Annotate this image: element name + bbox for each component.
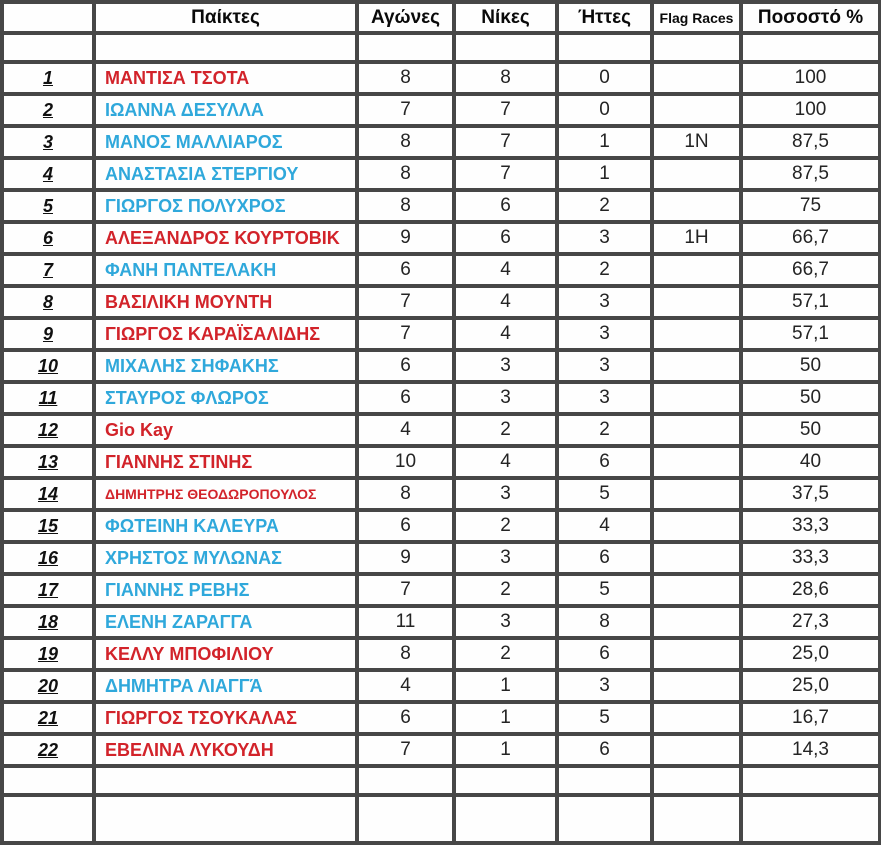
losses-cell: 2 [557,414,652,446]
header-games: Αγώνες [357,2,454,33]
games-cell: 4 [357,670,454,702]
flag-races-cell [652,190,741,222]
games-cell: 6 [357,350,454,382]
table-row [2,574,880,606]
losses-cell: 3 [557,670,652,702]
wins-cell: 2 [454,638,557,670]
games-cell: 9 [357,542,454,574]
flag-races-cell [652,574,741,606]
flag-races-cell [652,286,741,318]
rank-cell: 2 [2,94,94,126]
losses-cell: 8 [557,606,652,638]
games-cell: 7 [357,734,454,766]
table-row [2,190,880,222]
rank-cell: 7 [2,254,94,286]
losses-cell: 0 [557,94,652,126]
games-cell: 8 [357,158,454,190]
player-name: ΓΙΩΡΓΟΣ ΚΑΡΑΪΣΑΛΙΔΗΣ [94,318,357,350]
empty-cell [652,33,741,62]
percent-cell: 33,3 [741,542,880,574]
table-row [2,94,880,126]
table-row [2,62,880,94]
table-row [2,318,880,350]
empty-cell [357,795,454,843]
games-cell: 6 [357,702,454,734]
header-losses: Ήττες [557,2,652,33]
rank-cell: 9 [2,318,94,350]
percent-cell: 57,1 [741,286,880,318]
table-row [2,222,880,254]
games-cell: 7 [357,574,454,606]
table-row [2,158,880,190]
empty-cell [557,795,652,843]
games-cell: 8 [357,126,454,158]
table-row [2,126,880,158]
player-name: ΣΤΑΥΡΟΣ ΦΛΩΡΟΣ [94,382,357,414]
percent-cell: 33,3 [741,510,880,542]
empty-cell [741,33,880,62]
losses-cell: 1 [557,158,652,190]
losses-cell: 3 [557,222,652,254]
wins-cell: 1 [454,702,557,734]
empty-cell [557,766,652,795]
flag-races-cell [652,62,741,94]
losses-cell: 5 [557,702,652,734]
games-cell: 4 [357,414,454,446]
rank-cell: 21 [2,702,94,734]
percent-cell: 40 [741,446,880,478]
rank-cell: 1 [2,62,94,94]
flag-races-cell [652,542,741,574]
wins-cell: 3 [454,478,557,510]
percent-cell: 66,7 [741,222,880,254]
wins-cell: 7 [454,158,557,190]
flag-races-cell [652,734,741,766]
player-name: ΜΙΧΑΛΗΣ ΣΗΦΑΚΗΣ [94,350,357,382]
player-name: ΓΙΩΡΓΟΣ ΠΟΛΥΧΡΟΣ [94,190,357,222]
empty-cell [652,766,741,795]
table-row [2,414,880,446]
games-cell: 9 [357,222,454,254]
header-percent: Ποσοστό % [741,2,880,33]
empty-cell [454,766,557,795]
rank-cell: 5 [2,190,94,222]
player-name: ΓΙΑΝΝΗΣ ΣΤΙΝΗΣ [94,446,357,478]
flag-races-cell [652,702,741,734]
games-cell: 8 [357,638,454,670]
empty-cell [94,33,357,62]
table-row [2,446,880,478]
losses-cell: 2 [557,190,652,222]
games-cell: 6 [357,382,454,414]
losses-cell: 3 [557,318,652,350]
percent-cell: 50 [741,350,880,382]
wins-cell: 3 [454,382,557,414]
player-name: ΔΗΜΗΤΡΗΣ ΘΕΟΔΩΡΟΠΟΥΛΟΣ [94,478,357,510]
rank-cell: 22 [2,734,94,766]
wins-cell: 4 [454,446,557,478]
rank-cell: 8 [2,286,94,318]
header-wins: Νίκες [454,2,557,33]
wins-cell: 8 [454,62,557,94]
rank-cell: 12 [2,414,94,446]
flag-races-cell [652,478,741,510]
empty-cell [2,33,94,62]
player-name: ΔΗΜΗΤΡΑ ΛΙΑΓΓΆ [94,670,357,702]
empty-cell [454,795,557,843]
games-cell: 10 [357,446,454,478]
percent-cell: 57,1 [741,318,880,350]
table-row [2,382,880,414]
percent-cell: 87,5 [741,158,880,190]
games-cell: 8 [357,478,454,510]
wins-cell: 1 [454,670,557,702]
player-name: ΕΛΕΝΗ ΖΑΡΑΓΓΑ [94,606,357,638]
rank-cell: 6 [2,222,94,254]
games-cell: 7 [357,94,454,126]
player-name: ΜΑΝΤΙΣΑ ΤΣΟΤΑ [94,62,357,94]
percent-cell: 100 [741,62,880,94]
rank-cell: 18 [2,606,94,638]
losses-cell: 2 [557,254,652,286]
header-players: Παίκτες [94,2,357,33]
wins-cell: 3 [454,350,557,382]
wins-cell: 1 [454,734,557,766]
games-cell: 7 [357,318,454,350]
wins-cell: 4 [454,286,557,318]
empty-cell [652,795,741,843]
rank-cell: 19 [2,638,94,670]
empty-cell [2,795,94,843]
percent-cell: 66,7 [741,254,880,286]
wins-cell: 2 [454,574,557,606]
player-name: ΑΛΕΞΑΝΔΡΟΣ ΚΟΥΡΤΟΒΙΚ [94,222,357,254]
rank-cell: 15 [2,510,94,542]
table-row [2,478,880,510]
flag-races-cell [652,318,741,350]
table-row [2,350,880,382]
losses-cell: 6 [557,734,652,766]
table-row [2,638,880,670]
losses-cell: 4 [557,510,652,542]
wins-cell: 3 [454,606,557,638]
losses-cell: 6 [557,638,652,670]
losses-cell: 5 [557,574,652,606]
percent-cell: 50 [741,382,880,414]
losses-cell: 5 [557,478,652,510]
wins-cell: 2 [454,414,557,446]
wins-cell: 7 [454,126,557,158]
player-name: ΙΩΑΝΝΑ ΔΕΣΥΛΛΑ [94,94,357,126]
flag-races-cell [652,94,741,126]
table-row [2,702,880,734]
wins-cell: 4 [454,254,557,286]
flag-races-cell [652,414,741,446]
empty-cell [454,33,557,62]
flag-races-cell [652,350,741,382]
losses-cell: 0 [557,62,652,94]
empty-cell [2,766,94,795]
spacer-row-top [2,33,880,62]
player-name: ΦΩΤΕΙΝΗ ΚΑΛΕΥΡΑ [94,510,357,542]
rank-cell: 20 [2,670,94,702]
games-cell: 6 [357,254,454,286]
table-row [2,606,880,638]
flag-races-cell [652,382,741,414]
percent-cell: 25,0 [741,670,880,702]
wins-cell: 3 [454,542,557,574]
wins-cell: 4 [454,318,557,350]
empty-cell [557,33,652,62]
losses-cell: 3 [557,382,652,414]
rank-cell: 10 [2,350,94,382]
percent-cell: 14,3 [741,734,880,766]
empty-cell [94,795,357,843]
games-cell: 8 [357,62,454,94]
table-row [2,286,880,318]
header-rank [2,2,94,33]
player-name: ΦΑΝΗ ΠΑΝΤΕΛΑΚΗ [94,254,357,286]
empty-cell [94,766,357,795]
losses-cell: 3 [557,286,652,318]
games-cell: 6 [357,510,454,542]
player-name: ΑΝΑΣΤΑΣΙΑ ΣΤΕΡΓΙΟΥ [94,158,357,190]
games-cell: 8 [357,190,454,222]
wins-cell: 6 [454,190,557,222]
partial-row-clipped [2,795,880,843]
percent-cell: 27,3 [741,606,880,638]
percent-cell: 16,7 [741,702,880,734]
table-row [2,254,880,286]
header-row [2,2,880,33]
table-row [2,734,880,766]
percent-cell: 100 [741,94,880,126]
player-name: ΚΕΛΛΥ ΜΠΟΦΙΛΙΟΥ [94,638,357,670]
player-name: ΕΒΕΛΙΝΑ ΛΥΚΟΥΔΗ [94,734,357,766]
games-cell: 7 [357,286,454,318]
flag-races-cell [652,158,741,190]
percent-cell: 87,5 [741,126,880,158]
percent-cell: 75 [741,190,880,222]
rank-cell: 11 [2,382,94,414]
player-name: ΓΙΑΝΝΗΣ ΡΕΒΗΣ [94,574,357,606]
rank-cell: 3 [2,126,94,158]
flag-races-cell: 1N [652,126,741,158]
player-name: ΓΙΩΡΓΟΣ ΤΣΟΥΚΑΛΑΣ [94,702,357,734]
empty-cell [357,33,454,62]
player-name: Gio Kay [94,414,357,446]
percent-cell: 37,5 [741,478,880,510]
table-row [2,542,880,574]
header-flag-races: Flag Races [652,2,741,33]
player-name: ΜΑΝΟΣ ΜΑΛΛΙΑΡΟΣ [94,126,357,158]
spacer-row-bottom [2,766,880,795]
player-name: ΧΡΗΣΤΟΣ ΜΥΛΩΝΑΣ [94,542,357,574]
empty-cell [357,766,454,795]
rank-cell: 4 [2,158,94,190]
losses-cell: 3 [557,350,652,382]
rank-cell: 17 [2,574,94,606]
standings-body [2,2,880,843]
losses-cell: 1 [557,126,652,158]
wins-cell: 2 [454,510,557,542]
wins-cell: 7 [454,94,557,126]
flag-races-cell [652,254,741,286]
wins-cell: 6 [454,222,557,254]
percent-cell: 25,0 [741,638,880,670]
flag-races-cell [652,670,741,702]
table-row [2,510,880,542]
losses-cell: 6 [557,542,652,574]
player-name: ΒΑΣΙΛΙΚΗ ΜΟΥΝΤΗ [94,286,357,318]
empty-cell [741,766,880,795]
games-cell: 11 [357,606,454,638]
rank-cell: 16 [2,542,94,574]
flag-races-cell [652,510,741,542]
losses-cell: 6 [557,446,652,478]
flag-races-cell: 1H [652,222,741,254]
percent-cell: 28,6 [741,574,880,606]
rank-cell: 14 [2,478,94,510]
flag-races-cell [652,606,741,638]
empty-cell [741,795,880,843]
rank-cell: 13 [2,446,94,478]
flag-races-cell [652,446,741,478]
table-row [2,670,880,702]
flag-races-cell [652,638,741,670]
percent-cell: 50 [741,414,880,446]
